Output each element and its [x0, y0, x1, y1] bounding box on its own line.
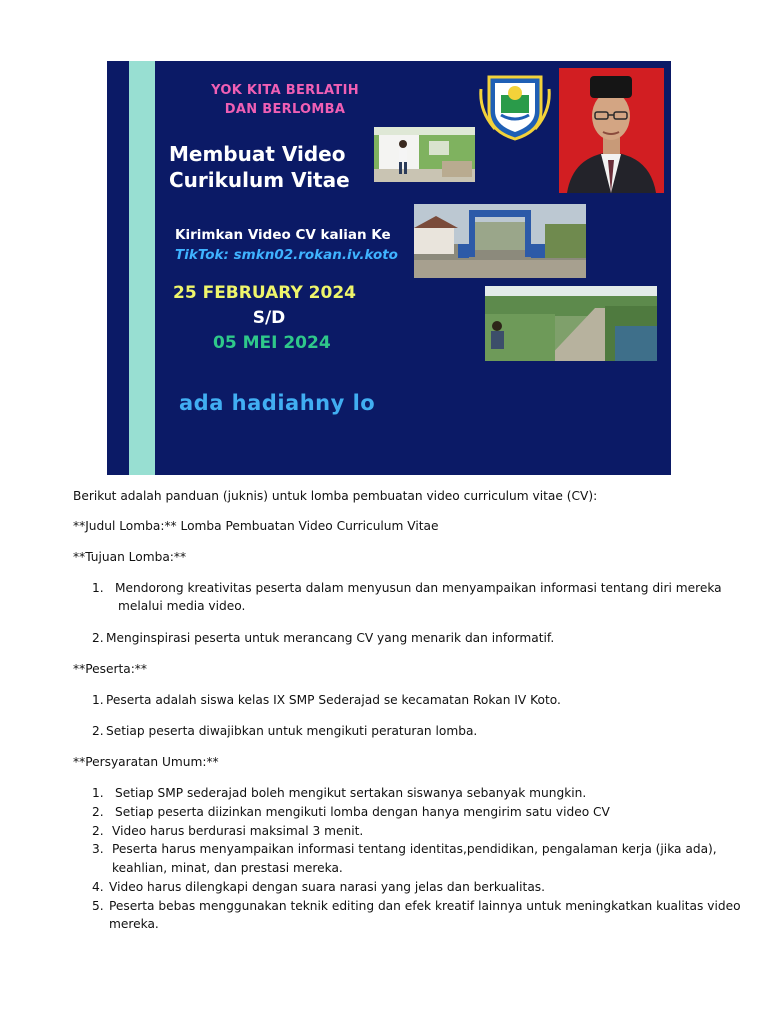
- intro-paragraph: Berikut adalah panduan (juknis) untuk lomba pembuatan video curriculum vitae (CV):: [73, 489, 598, 503]
- list-item-text: Setiap peserta diizinkan mengikuti lomba dengan hanya mengirim satu video CV: [115, 805, 610, 819]
- list-item-number: 2.: [92, 724, 104, 738]
- list-item-text: Video harus berdurasi maksimal 3 menit.: [112, 824, 364, 838]
- poster-end-date: 05 MEI 2024: [213, 333, 331, 353]
- poster-send-text: Kirimkan Video CV kalian Ke: [175, 227, 391, 243]
- list-item-text: Menginspirasi peserta untuk merancang CV yang menarik dan informatif.: [106, 631, 555, 645]
- list-item-text: Peserta bebas menggunakan teknik editing dan efek kreatif lainnya untuk meningkatkan kualitas video: [109, 899, 741, 913]
- list-item-text: Video harus dilengkapi dengan suara narasi yang jelas dan berkualitas.: [109, 880, 546, 894]
- list-item-text-continued: mereka.: [109, 917, 159, 931]
- list-item-text: Peserta harus menyampaikan informasi tentang identitas,pendidikan, pengalaman kerja (jika ada),: [112, 842, 717, 856]
- list-item-text: Peserta adalah siswa kelas IX SMP Sederajad se kecamatan Rokan IV Koto.: [106, 693, 561, 707]
- list-item-number: 1.: [92, 581, 104, 595]
- poster-title-line: Membuat Video: [169, 142, 346, 166]
- list-item-number: 5.: [92, 899, 104, 913]
- list-item-number: 4.: [92, 880, 104, 894]
- poster-start-date: 25 FEBRUARY 2024: [173, 283, 356, 303]
- list-item-text: Setiap SMP sederajad boleh mengikut sertakan siswanya sebanyak mungkin.: [115, 786, 587, 800]
- poster-tiktok-handle: TikTok: smkn02.rokan.iv.koto: [175, 247, 398, 263]
- poster-headline-line: DAN BERLOMBA: [224, 102, 346, 117]
- list-item-number: 2.: [92, 824, 104, 838]
- list-item-number: 1.: [92, 693, 104, 707]
- poster-date-separator: S/D: [252, 308, 286, 328]
- list-item-text: Mendorong kreativitas peserta dalam menyusun dan menyampaikan informasi tentang diri mereka: [115, 581, 722, 595]
- list-item-number: 2.: [92, 631, 104, 645]
- persyaratan-heading: **Persyaratan Umum:**: [73, 755, 219, 769]
- list-item-number: 1.: [92, 786, 104, 800]
- list-item-number: 3.: [92, 842, 104, 856]
- list-item-number: 2.: [92, 805, 104, 819]
- list-item-text-continued: melalui media video.: [118, 599, 246, 613]
- judul-lomba-line: **Judul Lomba:** Lomba Pembuatan Video Curriculum Vitae: [73, 519, 439, 533]
- list-item-text-continued: keahlian, minat, dan prestasi mereka.: [112, 861, 343, 875]
- poster-title-line: Curikulum Vitae: [169, 168, 350, 192]
- tujuan-heading: **Tujuan Lomba:**: [73, 550, 187, 564]
- poster-headline-line: YOK KITA BERLATIH: [211, 83, 359, 98]
- list-item-text: Setiap peserta diwajibkan untuk mengikuti peraturan lomba.: [106, 724, 478, 738]
- poster-prize-text: ada hadiahny lo: [179, 391, 376, 415]
- peserta-heading: **Peserta:**: [73, 662, 147, 676]
